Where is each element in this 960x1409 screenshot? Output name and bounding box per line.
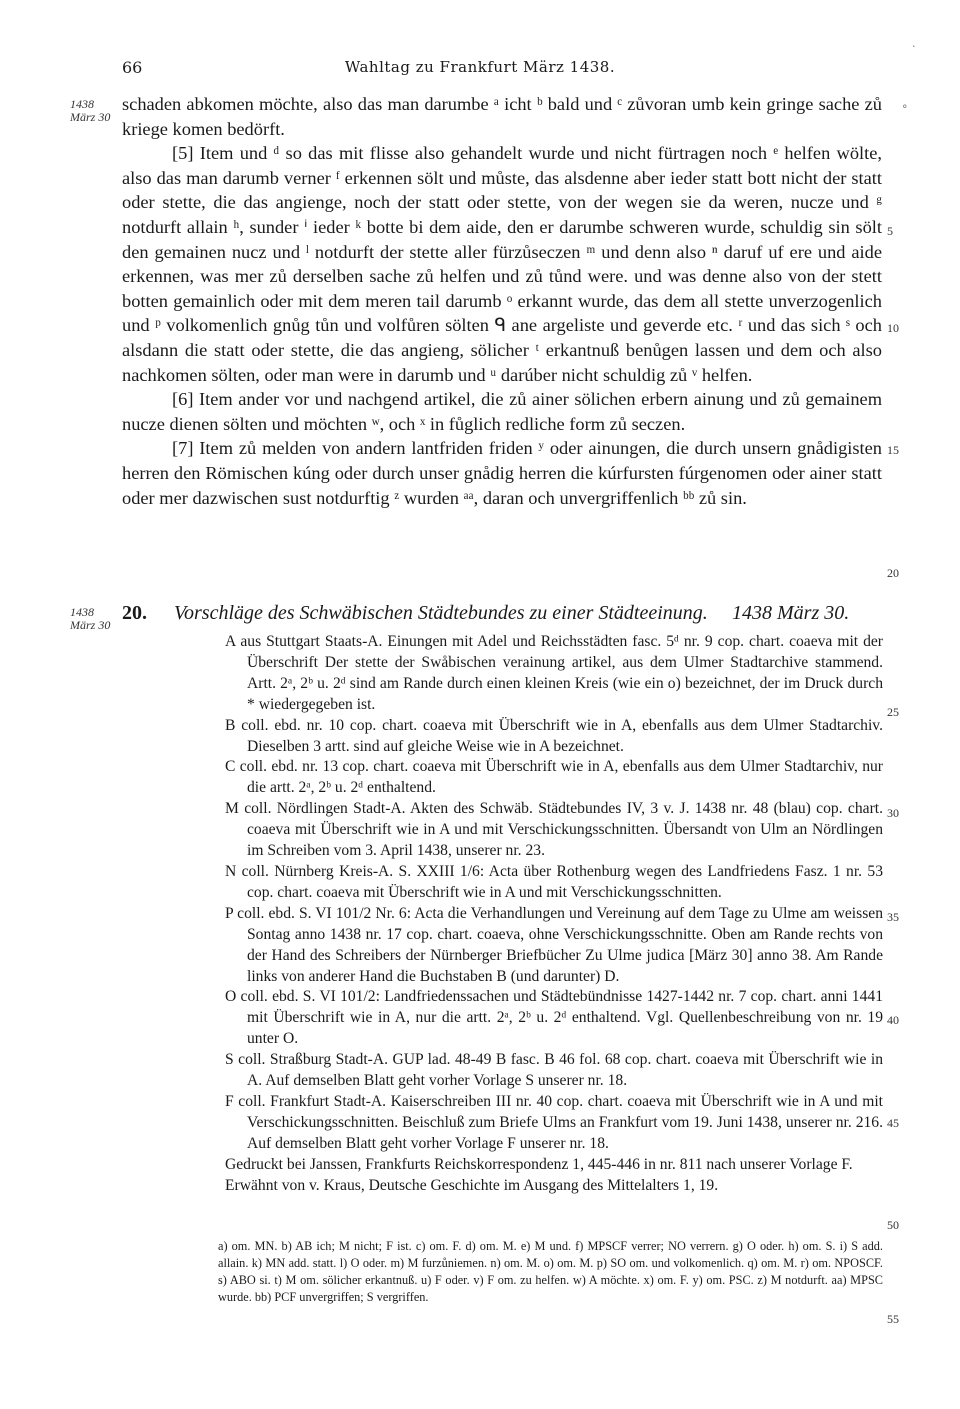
- source-list: [225, 632, 883, 1196]
- source-entry: B coll. ebd. nr. 10 cop. chart. coaeva mit Überschrift wie in A, ebenfalls aus dem Ulmer Stadtarchiv. Dieselben 3 artt. sind auf gleiche Weise wie in A bezeichnet.: [225, 716, 883, 755]
- document-title: Vorschläge des Schwäbischen Städtebundes zu einer Städteeinung.: [174, 602, 708, 624]
- margin-date-year: 1438: [70, 605, 94, 619]
- line-number: 20: [887, 566, 899, 580]
- main-text: [122, 92, 882, 510]
- document-date: 1438 März 30.: [732, 602, 850, 624]
- source-entry: A aus Stuttgart Staats-A. Einungen mit Adel und Reichsstädten fasc. 5ᵈ nr. 9 cop. chart. coaeva mit der Überschrift Der stette der Swåbischen verainung artikel, aus dem Ulmer Stadtarchive stammend. Artt. 2ᵃ, 2ᵇ u. 2ᵈ sind am Rande durch einen kleinen Kreis (wie ein o) bezeichnet, der im Druck durch * wiedergegeben ist.: [225, 633, 883, 713]
- line-number: 35: [887, 910, 899, 924]
- source-entry: S coll. Straßburg Stadt-A. GUP lad. 48-49 B fasc. B 46 fol. 68 cop. chart. coaeva mit Überschrift wie in A. Auf demselben Blatt geht vorher Vorlage S unserer nr. 18.: [225, 1051, 883, 1090]
- footnote-text: a) om. MN. b) AB ich; M nicht; F ist. c) om. F. d) om. M. e) M und. f) MPSCF verrer; NO verrern. g) O oder. h) om. S. i) S add. allain. k) MN add. statt. l) O oder. m) M furzůniemen. n) om. M. o) om. M. p) SO om. und volkomenlich. q) om. M. r) om. NPOSCF. s) ABO si. t) M om. sölicher erkantnuß. u) F oder. v) F om. zu helfen. w) A möchte. x) om. F. y) om. PSC. z) M notdurft. aa) MPSC wurde. bb) PCF unvergriffen; S vergriffen.: [218, 1239, 883, 1304]
- line-number: 15: [887, 443, 899, 457]
- paragraph-continuation: schaden abkomen möchte, also das man darumbe ᵃ icht ᵇ bald und ᶜ zůvoran umb kein gringe sache zů kriege komen bedörft.: [122, 94, 882, 139]
- page-header: [0, 58, 960, 80]
- margin-date-day: März 30: [70, 110, 111, 124]
- margin-date-top: [70, 98, 110, 124]
- line-number: 10: [887, 321, 899, 335]
- paragraph-6: [6] Item ander vor und nachgend artikel, die zů ainer sölichen erbern ainung und zů gemainem nucze dienen sölten und möchten ʷ, och ˣ in fůglich redliche form zů seczen.: [122, 389, 882, 434]
- footnotes: [218, 1238, 883, 1306]
- running-title: Wahltag zu Frankfurt März 1438.: [344, 58, 616, 76]
- line-number: 40: [887, 1013, 899, 1027]
- source-entry: Gedruckt bei Janssen, Frankfurts Reichskorrespondenz 1, 445-446 in nr. 811 nach unserer Vorlage F.: [225, 1155, 853, 1173]
- margin-date-doc: [70, 606, 110, 632]
- margin-date-day: März 30: [70, 618, 111, 632]
- line-number: 30: [887, 806, 899, 820]
- scan-speck-mark: ·: [912, 40, 916, 53]
- scan-speck-mark: °: [902, 103, 908, 116]
- line-number: 5: [887, 224, 893, 238]
- page-number: 66: [122, 58, 143, 77]
- line-number: 25: [887, 705, 899, 719]
- source-entry: O coll. ebd. S. VI 101/2: Landfriedenssachen und Städtebündnisse 1427-1442 nr. 7 cop. chart. anni 1441 mit Überschrift wie in A, nur die artt. 2ᵃ, 2ᵇ u. 2ᵈ enthaltend. Vgl. Quellenbeschreibung von nr. 19 unter O.: [225, 988, 883, 1048]
- line-number: 55: [887, 1312, 899, 1326]
- line-number: 50: [887, 1218, 899, 1232]
- source-entry: Erwähnt von v. Kraus, Deutsche Geschichte im Ausgang des Mittelalters 1, 19.: [225, 1176, 719, 1194]
- document-heading: [122, 602, 912, 632]
- margin-date-year: 1438: [70, 97, 94, 111]
- paragraph-5: [5] Item und ᵈ so das mit flisse also gehandelt wurde und nicht fürtragen noch ᵉ helfen wölte, also das man darumb verner ᶠ erkennen sölt und můste, das alsdenne aber ieder statt bott nicht der statt oder stette, die das angienge, noch der statt oder stette, von der wegen sie da weren, nucze und ᵍ notdurft allain ʰ, sunder ⁱ ieder ᵏ botte bi dem aide, den er darumbe schweren wurde, schuldig sin sölt den gemainen nucz und ˡ notdurft der stette aller fürzůseczen ᵐ und denn also ⁿ daruf uf ere und aide erkennen, was mer zů derselben sache zů helfen und zů tůnd were. und was denne also von der stett botten gemainlich oder mit dem meren tail darumb ᵒ erkannt wurde, das dem all stette unverzogenlich und ᵖ volkomenlich gnůg tůn und volfůren sölten ᑫ ane argeliste und geverde etc. ʳ und das sich ˢ och alsdann die statt oder stette, die das angieng, sölicher ᵗ erkantnuß benůgen lassen und dem och also nachkomen sölten, oder man were in darumb und ᵘ darúber nicht schuldig zů ᵛ helfen.: [122, 143, 882, 385]
- source-entry: P coll. ebd. S. VI 101/2 Nr. 6: Acta die Verhandlungen und Vereinung auf dem Tage zu Ulme am weissen Sontag anno 1438 nr. 17 cop. chart. coaeva, ohne Verschickungsschnitte. Oben am Rande rechts von der Hand des Schreibers der Nürnberger Briefbücher Zu Ulme judica [März 30] anno 38. Am Rande links von anderer Hand die Buchstaben B (und darunter) D.: [225, 904, 883, 985]
- document-number: 20.: [122, 602, 147, 624]
- paragraph-7: [7] Item zů melden von andern lantfriden friden ʸ oder ainungen, die durch unsern gnådigisten herren den Römischen kúng oder durch unser gnådig herren die kúrfursten fúrgenomen oder ainer statt oder mer dazwischen sust notdurftig ᶻ wurden ᵃᵃ, daran och unvergriffenlich ᵇᵇ zů sin.: [122, 438, 882, 508]
- source-entry: N coll. Nürnberg Kreis-A. S. XXIII 1/6: Acta über Rothenburg wegen des Landfriedens Fasz. 1 nr. 53 cop. chart. coaeva mit Überschrift wie in A und mit Verschickungsschnitten.: [225, 862, 883, 901]
- source-entry: M coll. Nördlingen Stadt-A. Akten des Schwäb. Städtebundes IV, 3 v. J. 1438 nr. 48 (blau) cop. chart. coaeva mit Überschrift wie in A und mit Verschickungsschnitten. Übersandt von Ulm an Nördlingen im Schreiben vom 3. April 1438, unserer nr. 23.: [225, 800, 883, 860]
- source-entry: C coll. ebd. nr. 13 cop. chart. coaeva mit Überschrift wie in A, ebenfalls aus dem Ulmer Stadtarchiv, nur die artt. 2ᵃ, 2ᵇ u. 2ᵈ enthaltend.: [225, 758, 883, 797]
- line-number: 45: [887, 1116, 899, 1130]
- source-entry: F coll. Frankfurt Stadt-A. Kaiserschreiben III nr. 40 cop. chart. coaeva mit Überschrift wie in A und mit Verschickungsschnitten. Beischluß zum Briefe Ulms an Frankfurt vom 19. Juni 1438, unserer nr. 216. Auf demselben Blatt geht vorher Vorlage F unserer nr. 18.: [225, 1092, 883, 1152]
